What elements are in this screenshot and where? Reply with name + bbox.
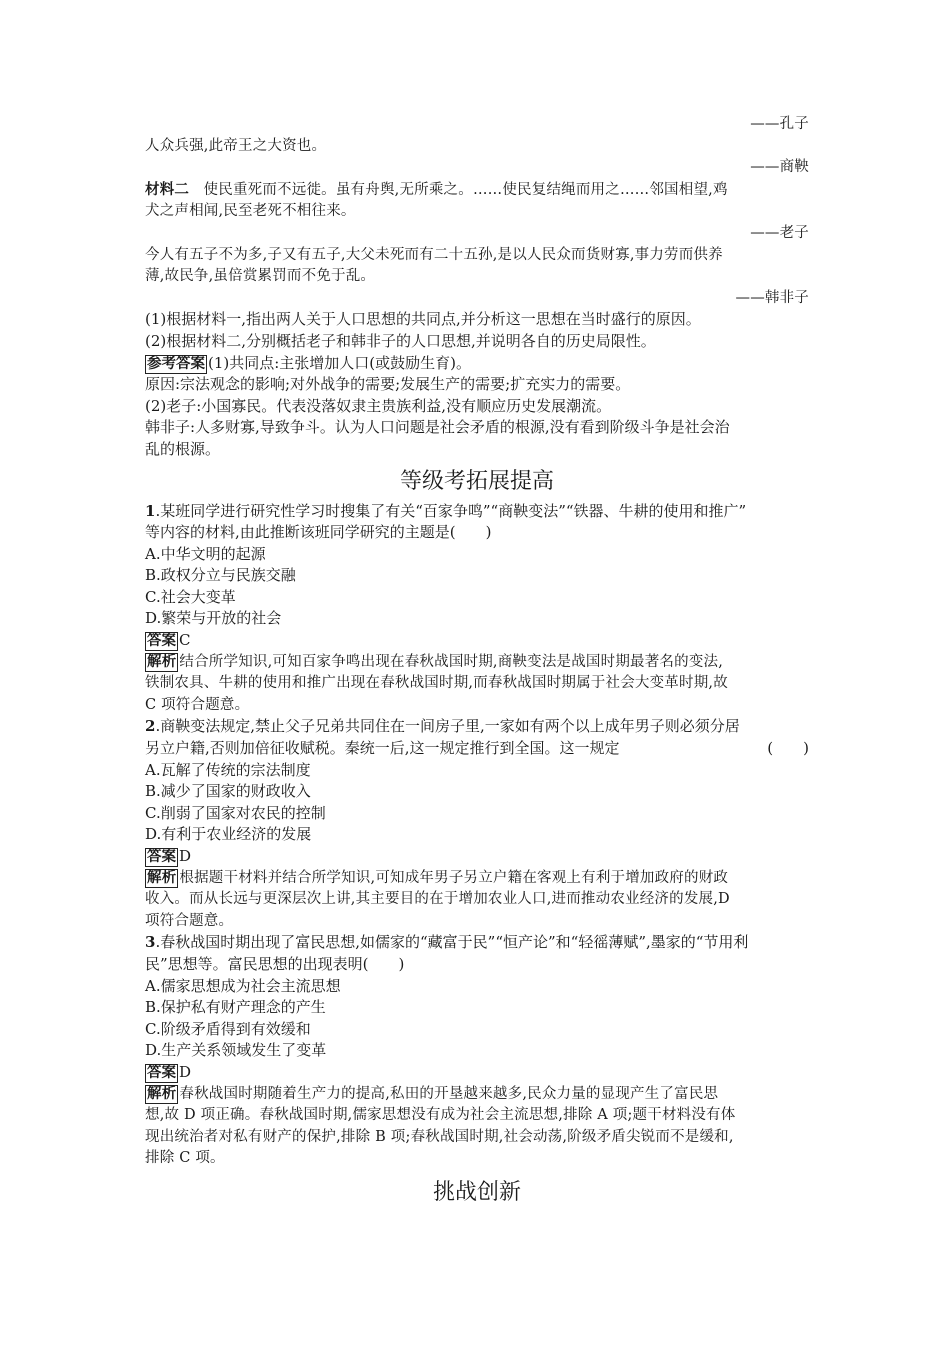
reference-answer-text: (1)共同点:主张增加人口(或鼓励生育)。 [208,353,472,372]
mc3-answer-label: 答案 [147,1064,176,1081]
mc2-analysis-label: 解析 [147,869,177,886]
quote-hanfeizi-line2: 薄,故民争,虽倍赏累罚而不免于乱。 [145,268,376,285]
mc1-analysis-line3: C 项符合题意。 [145,696,250,713]
mc1-stem-line1 [145,501,809,523]
reference-answer-line1 [145,353,809,375]
mc2-option-c: C.削弱了国家对农民的控制 [145,803,326,822]
mc1-stem-text: .某班同学进行研究性学习时搜集了有关“百家争鸣”“商鞅变法”“铁器、牛耕的使用和推广” [155,501,747,520]
mc1-analysis-text: 结合所学知识,可知百家争鸣出现在春秋战国时期,商鞅变法是战国时期最著名的变法, [179,653,724,670]
mc1-answer-label: 答案 [147,633,176,650]
mc3-option-d: D.生产关系领域发生了变革 [145,1041,327,1060]
mc1-option-a: A.中华文明的起源 [145,544,266,563]
mc1-analysis-line1 [145,652,809,674]
mc2-analysis-text: 根据题干材料并结合所学知识,可知成年男子另立户籍在客观上有利于增加政府的财政 [179,869,729,886]
section-title-extension: 等级考拓展提高 [399,468,554,494]
mc1-analysis-label: 解析 [147,653,177,670]
mc1-option-d: D.繁荣与开放的社会 [145,609,282,628]
mc2-option-d: D.有利于农业经济的发展 [145,825,312,844]
mc2-option-b: B.减少了国家的财政收入 [145,782,311,801]
mc3-analysis-line4: 排除 C 项。 [145,1150,225,1167]
question-1: (1)根据材料一,指出两人关于人口思想的共同点,并分析这一思想在当时盛行的原因。 [145,310,701,329]
mc1-answer [145,630,809,652]
mc1-option-b: B.政权分立与民族交融 [145,566,296,585]
reference-answer-label: 参考答案 [147,355,205,372]
mc2-analysis-line2: 收入。而从长远与更深层次上讲,其主要目的在于增加农业人口,进而推动农业经济的发展,D [145,891,730,908]
quote-shangyang: 人众兵强,此帝王之大资也。 [145,137,327,154]
quote-hanfeizi-line1: 今人有五子不为多,子又有五子,大父未死而有二十五孙,是以人民众而货财寡,事力劳而供养 [145,246,723,263]
mc2-answer-value: D [179,847,192,865]
mc3-option-c: C.阶级矛盾得到有效缓和 [145,1019,311,1038]
mc3-analysis-text: 春秋战国时期随着生产力的提高,私田的开垦越来越多,民众力量的显现产生了富民思 [179,1085,719,1102]
mc3-analysis-line3: 现出统治者对私有财产的保护,排除 B 项;春秋战国时期,社会动荡,阶级矛盾尖锐而不是缓和, [145,1128,734,1145]
mc3-analysis-line1 [145,1084,809,1106]
attribution-hanfeizi: ——韩非子 [735,289,809,306]
mc3-stem-line1 [145,932,809,954]
section-title-challenge: 挑战创新 [432,1179,521,1205]
material-two-line1 [145,179,809,202]
mc3-answer [145,1062,809,1084]
mc2-stem-line2 [145,738,809,760]
mc3-answer-value: D [179,1062,192,1081]
mc2-analysis-line1 [145,868,809,890]
mc3-option-b: B.保护私有财产理念的产生 [145,998,326,1017]
attribution-confucius: ——孔子 [750,116,809,132]
quote-laozi-line2: 犬之声相闻,民至老死不相往来。 [145,203,356,220]
mc1-number: 1 [145,501,156,520]
mc3-analysis-label: 解析 [147,1085,177,1102]
mc1-analysis-line2: 铁制农具、牛耕的使用和推广出现在春秋战国时期,而春秋战国时期属于社会大变革时期,故 [145,675,728,692]
material-two-label: 材料二 [145,180,190,198]
mc3-option-a: A.儒家思想成为社会主流思想 [145,976,341,995]
question-2: (2)根据材料二,分别概括老子和韩非子的人口思想,并说明各自的历史局限性。 [145,331,656,350]
document-page [145,114,809,1212]
mc3-stem-text: .春秋战国时期出现了富民思想,如儒家的“藏富于民”“恒产论”和“轻徭薄赋”,墨家的“节用利 [155,933,749,952]
mc3-analysis-line2: 想,故 D 项正确。春秋战国时期,儒家思想没有成为社会主流思想,排除 A 项;题干材料没有体 [145,1107,736,1124]
mc2-answer-paren: ( ) [767,739,809,758]
mc2-stem-text: .商鞅变法规定,禁止父子兄弟共同住在一间房子里,一家如有两个以上成年男子则必须分居 [155,717,740,736]
attribution-shangyang: ——商鞅 [750,159,809,176]
mc2-option-a: A.瓦解了传统的宗法制度 [145,760,311,779]
reference-answer-line4: 韩非子:人多财寡,导致争斗。认为人口问题是社会矛盾的根源,没有看到阶级斗争是社会治 [145,418,730,437]
quote-laozi-line1: 使民重死而不远徙。虽有舟舆,无所乘之。……使民复结绳而用之……邻国相望,鸡 [203,181,728,198]
mc2-stem-text-2: 另立户籍,否则加倍征收赋税。秦统一后,这一规定推行到全国。这一规定 [145,739,620,758]
mc2-analysis-line3: 项符合题意。 [145,912,234,929]
attribution-laozi: ——老子 [750,224,809,241]
mc2-stem-line1 [145,716,809,738]
reference-answer-line3: (2)老子:小国寡民。代表没落奴隶主贵族利益,没有顺应历史发展潮流。 [145,396,612,415]
reference-answer-line5: 乱的根源。 [145,439,221,458]
reference-answer-line2: 原因:宗法观念的影响;对外战争的需要;发展生产的需要;扩充实力的需要。 [145,375,631,394]
mc1-answer-value: C [179,631,191,650]
mc2-answer-label: 答案 [147,849,176,865]
mc1-option-c: C.社会大变革 [145,587,236,606]
mc1-stem-line2: 等内容的材料,由此推断该班同学研究的主题是( ) [145,523,492,542]
mc3-number: 3 [145,933,156,952]
mc3-stem-line2: 民”思想等。富民思想的出现表明( ) [145,954,405,973]
mc2-number: 2 [145,717,156,736]
mc2-answer [145,846,809,868]
